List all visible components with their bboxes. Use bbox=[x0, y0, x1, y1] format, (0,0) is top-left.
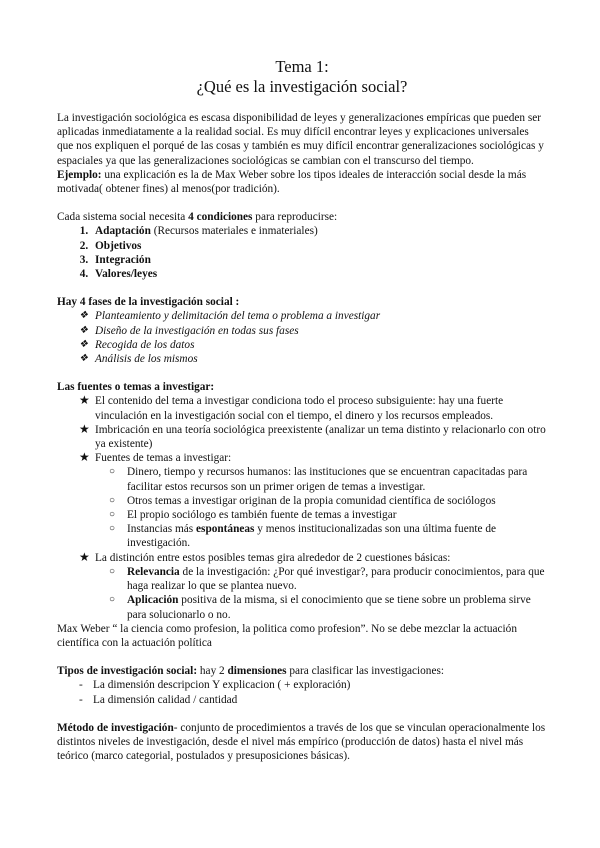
circle-bullet-icon: ○ bbox=[109, 565, 116, 577]
document-page bbox=[57, 57, 547, 763]
diamond-bullet-icon: ❖ bbox=[79, 310, 88, 322]
weber-paragraph: Max Weber “ la ciencia como profesion, la politica como profesion”. No se debe mezclar la actuación científica con la actuación política bbox=[57, 622, 517, 649]
phases-list bbox=[57, 309, 547, 366]
types-heading: Tipos de investigación social: hay 2 dimensiones para clasificar las investigaciones: bbox=[57, 665, 444, 678]
list-item: 2. Objetivos bbox=[91, 239, 547, 253]
distinction-sublist bbox=[95, 565, 547, 622]
list-item: ★ La distinción entre estos posibles temas gira alrededor de 2 cuestiones básicas: ○ Relevancia de la investigación: ¿Por qué investigar?, para producir conocimientos, para que haga realizar lo que se plantea nuevo. ○ Aplicación positiva de la misma, si el conocimiento que se tiene sobre un problema sirve para solucionarlo o no. bbox=[79, 551, 547, 622]
diamond-bullet-icon: ❖ bbox=[79, 353, 88, 365]
list-item: ○ Aplicación positiva de la misma, si el conocimiento que se tiene sobre un problema sirve para solucionarlo o no. bbox=[109, 594, 531, 621]
diamond-bullet-icon: ❖ bbox=[79, 338, 88, 350]
page-title-line1: Tema 1: bbox=[275, 57, 329, 76]
circle-bullet-icon: ○ bbox=[109, 466, 116, 478]
method-paragraph: Método de investigación- conjunto de procedimientos a través de los que se vinculan operacionalmente los distintos niveles de investigación, desde el nivel más empírico (producción de datos) hasta el nivel más teórico (marco categorial, postulados y presuposiciones básicas). bbox=[57, 721, 546, 763]
list-item: ○ Otros temas a investigar originan de la propia comunidad científica de sociólogos bbox=[109, 494, 496, 507]
sources-sublist bbox=[95, 465, 547, 550]
list-item: ★ El contenido del tema a investigar condiciona todo el proceso subsiguiente: hay una fuerte vinculación en la investigación social con el tiempo, el dinero y los recursos empleados. bbox=[79, 393, 504, 422]
example-label: Ejemplo: bbox=[57, 168, 102, 181]
sources-list bbox=[57, 394, 547, 621]
list-item: ❖ Planteamiento y delimitación del tema o problema a investigar bbox=[79, 310, 381, 323]
list-item: ○ Instancias más espontáneas y menos institucionalizadas son una última fuente de investigación. bbox=[109, 523, 496, 550]
page-title-line2: ¿Qué es la investigación social? bbox=[196, 77, 408, 96]
types-list bbox=[57, 678, 547, 706]
list-item: ○ Dinero, tiempo y recursos humanos: las instituciones que se encuentran capacitadas para facilitar estos recursos son un primer origen de temas a investigar. bbox=[109, 466, 528, 493]
dash-bullet-icon: - bbox=[79, 693, 83, 706]
list-item: ❖ Análisis de los mismos bbox=[79, 353, 198, 366]
list-item: 3. Integración bbox=[91, 253, 547, 267]
example-paragraph bbox=[57, 168, 547, 196]
list-item: 4. Valores/leyes bbox=[91, 267, 547, 281]
circle-bullet-icon: ○ bbox=[109, 523, 116, 535]
list-item: ★ Fuentes de temas a investigar: ○ Dinero, tiempo y recursos humanos: las instituciones que se encuentran capacitadas para facilitar estos recursos son un primer origen de temas a investigar. ○ Otros temas a investigar originan de la propia comunidad científica de sociólogos ○ El propio sociólogo es también fuente de temas a investigar ○ Instancias más espontáneas y menos institucionalizadas son una última fuente de investigación. bbox=[79, 451, 547, 550]
conditions-list bbox=[57, 224, 547, 281]
intro-paragraph: La investigación sociológica es escasa disponibilidad de leyes y generalizaciones empíricas que pueden ser aplicadas inmediatamente a la realidad social. Es muy difícil encontrar leyes y explicaciones universales que nos expliquen el porqué de las cosas y también es muy difícil encontrar generalizaciones sociológicas y espaciales ya que las generalizaciones sociológicas se cambian con el transcurso del tiempo. bbox=[57, 112, 544, 167]
list-item: ★ Imbricación en una teoría sociológica preexistente (analizar un tema distinto y relacionarlo con otro ya existente) bbox=[79, 421, 546, 451]
list-item: 1. Adaptación (Recursos materiales e inmateriales) bbox=[91, 224, 547, 238]
diamond-bullet-icon: ❖ bbox=[79, 324, 88, 336]
sources-heading: Las fuentes o temas a investigar: bbox=[57, 381, 215, 394]
list-item: - La dimensión calidad / cantidad bbox=[79, 693, 238, 706]
star-bullet-icon: ★ bbox=[79, 549, 90, 564]
phases-heading: Hay 4 fases de la investigación social : bbox=[57, 296, 240, 309]
circle-bullet-icon: ○ bbox=[109, 594, 116, 606]
star-bullet-icon: ★ bbox=[79, 421, 90, 436]
list-item: ○ El propio sociólogo es también fuente de temas a investigar bbox=[109, 509, 397, 522]
example-text: una explicación es la de Max Weber sobre los tipos ideales de interacción social desde la más motivada( obtener fines) al menos(por tradición). bbox=[57, 168, 527, 196]
star-bullet-icon: ★ bbox=[79, 450, 90, 465]
list-item: - La dimensión descripcion Y explicacion ( + exploración) bbox=[79, 679, 351, 692]
circle-bullet-icon: ○ bbox=[109, 494, 116, 506]
conditions-lead: Cada sistema social necesita 4 condiciones para reproducirse: bbox=[57, 211, 338, 224]
list-item: ❖ Recogida de los datos bbox=[79, 338, 195, 351]
star-bullet-icon: ★ bbox=[79, 393, 90, 408]
dash-bullet-icon: - bbox=[79, 679, 83, 692]
list-item: ○ Relevancia de la investigación: ¿Por qué investigar?, para producir conocimientos, para que haga realizar lo que se plantea nuevo. bbox=[109, 565, 545, 593]
list-item: ❖ Diseño de la investigación en todas sus fases bbox=[79, 324, 299, 337]
circle-bullet-icon: ○ bbox=[109, 509, 116, 521]
